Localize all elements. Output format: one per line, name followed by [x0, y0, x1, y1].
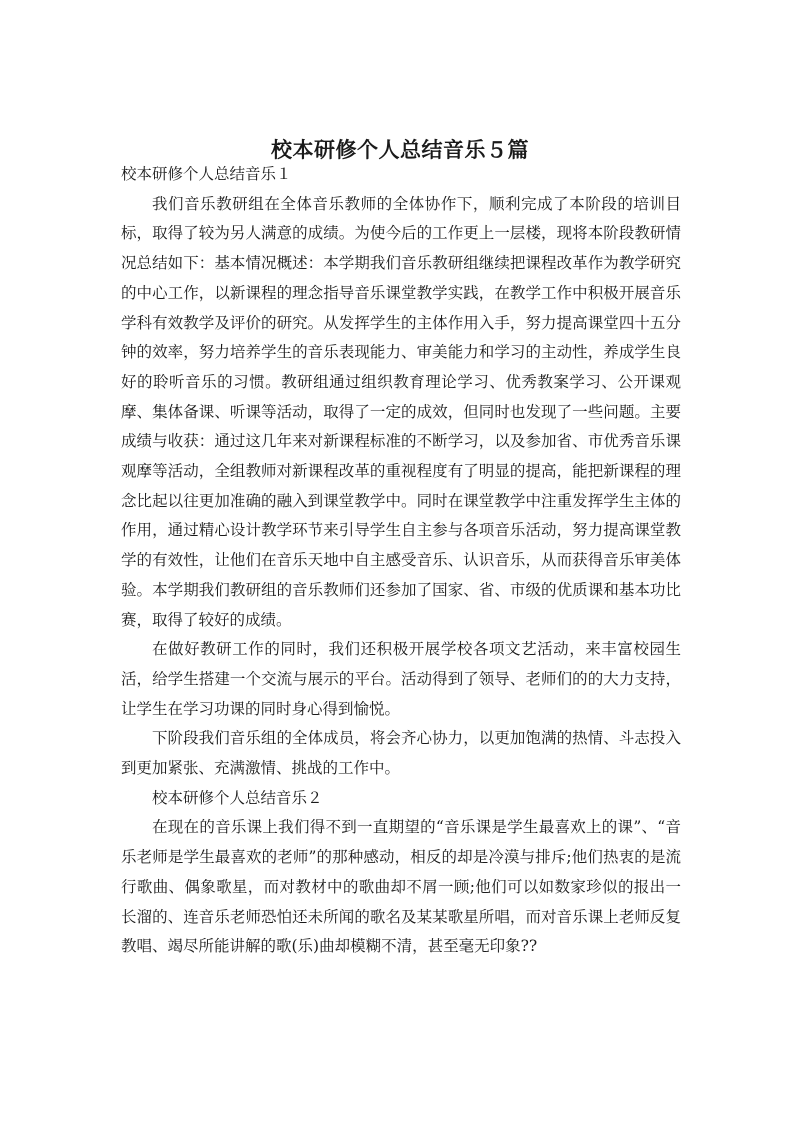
section-2-paragraph-1: 在现在的音乐课上我们得不到一直期望的“音乐课是学生最喜欢上的课”、“音乐老师是学生最喜欢的老师”的那种感动，相反的却是冷漠与排斥;他们热衷的是流行歌曲、偶象歌星，而对教材中的歌曲却不屑一顾;他们可以如数家珍似的报出一长溜的、连音乐老师恐怕还未所闻的歌名及某某歌星所唱，而对音乐课上老师反复教唱、竭尽所能讲解的歌(乐)曲却模糊不清，甚至毫无印象??: [121, 818, 681, 956]
section-heading-2: 校本研修个人总结音乐２: [152, 788, 323, 807]
document-body: [121, 160, 681, 962]
section-1-paragraph-1: 我们音乐教研组在全体音乐教师的全体协作下，顺利完成了本阶段的培训目标，取得了较为另人满意的成绩。为使今后的工作更上一层楼，现将本阶段教研情况总结如下：基本情况概述：本学期我们音乐教研组继续把课程改革作为教学研究的中心工作，以新课程的理念指导音乐课堂教学实践，在教学工作中积极开展音乐学科有效教学及评价的研究。从发挥学生的主体作用入手，努力提高课堂四十五分钟的效率，努力培养学生的音乐表现能力、审美能力和学习的主动性，养成学生良好的聆听音乐的习惯。教研组通过组织教育理论学习、优秀教案学习、公开课观摩、集体备课、听课等活动，取得了一定的成效，但同时也发现了一些问题。主要成绩与收获：通过这几年来对新课程标准的不断学习，以及参加省、市优秀音乐课观摩等活动，全组教师对新课程改革的重视程度有了明显的提高，能把新课程的理念比起以往更加准确的融入到课堂教学中。同时在课堂教学中注重发挥学生主体的作用，通过精心设计教学环节来引导学生自主参与各项音乐活动，努力提高课堂教学的有效性，让他们在音乐天地中自主感受音乐、认识音乐，从而获得音乐审美体验。本学期我们教研组的音乐教师们还参加了国家、省、市级的优质课和基本功比赛，取得了较好的成绩。: [121, 194, 681, 629]
section-1-paragraph-3: 下阶段我们音乐组的全体成员，将会齐心协力，以更加饱满的热情、斗志投入到更加紧张、充满激情、挑战的工作中。: [121, 729, 681, 778]
section-1-paragraph-2: 在做好教研工作的同时，我们还积极开展学校各项文艺活动，来丰富校园生活，给学生搭建一个交流与展示的平台。活动得到了领导、老师们的的大力支持，让学生在学习功课的同时身心得到愉悦。: [121, 640, 681, 718]
document-title: 校本研修个人总结音乐５篇: [271, 138, 529, 163]
section-heading-1: 校本研修个人总结音乐１: [121, 165, 292, 183]
